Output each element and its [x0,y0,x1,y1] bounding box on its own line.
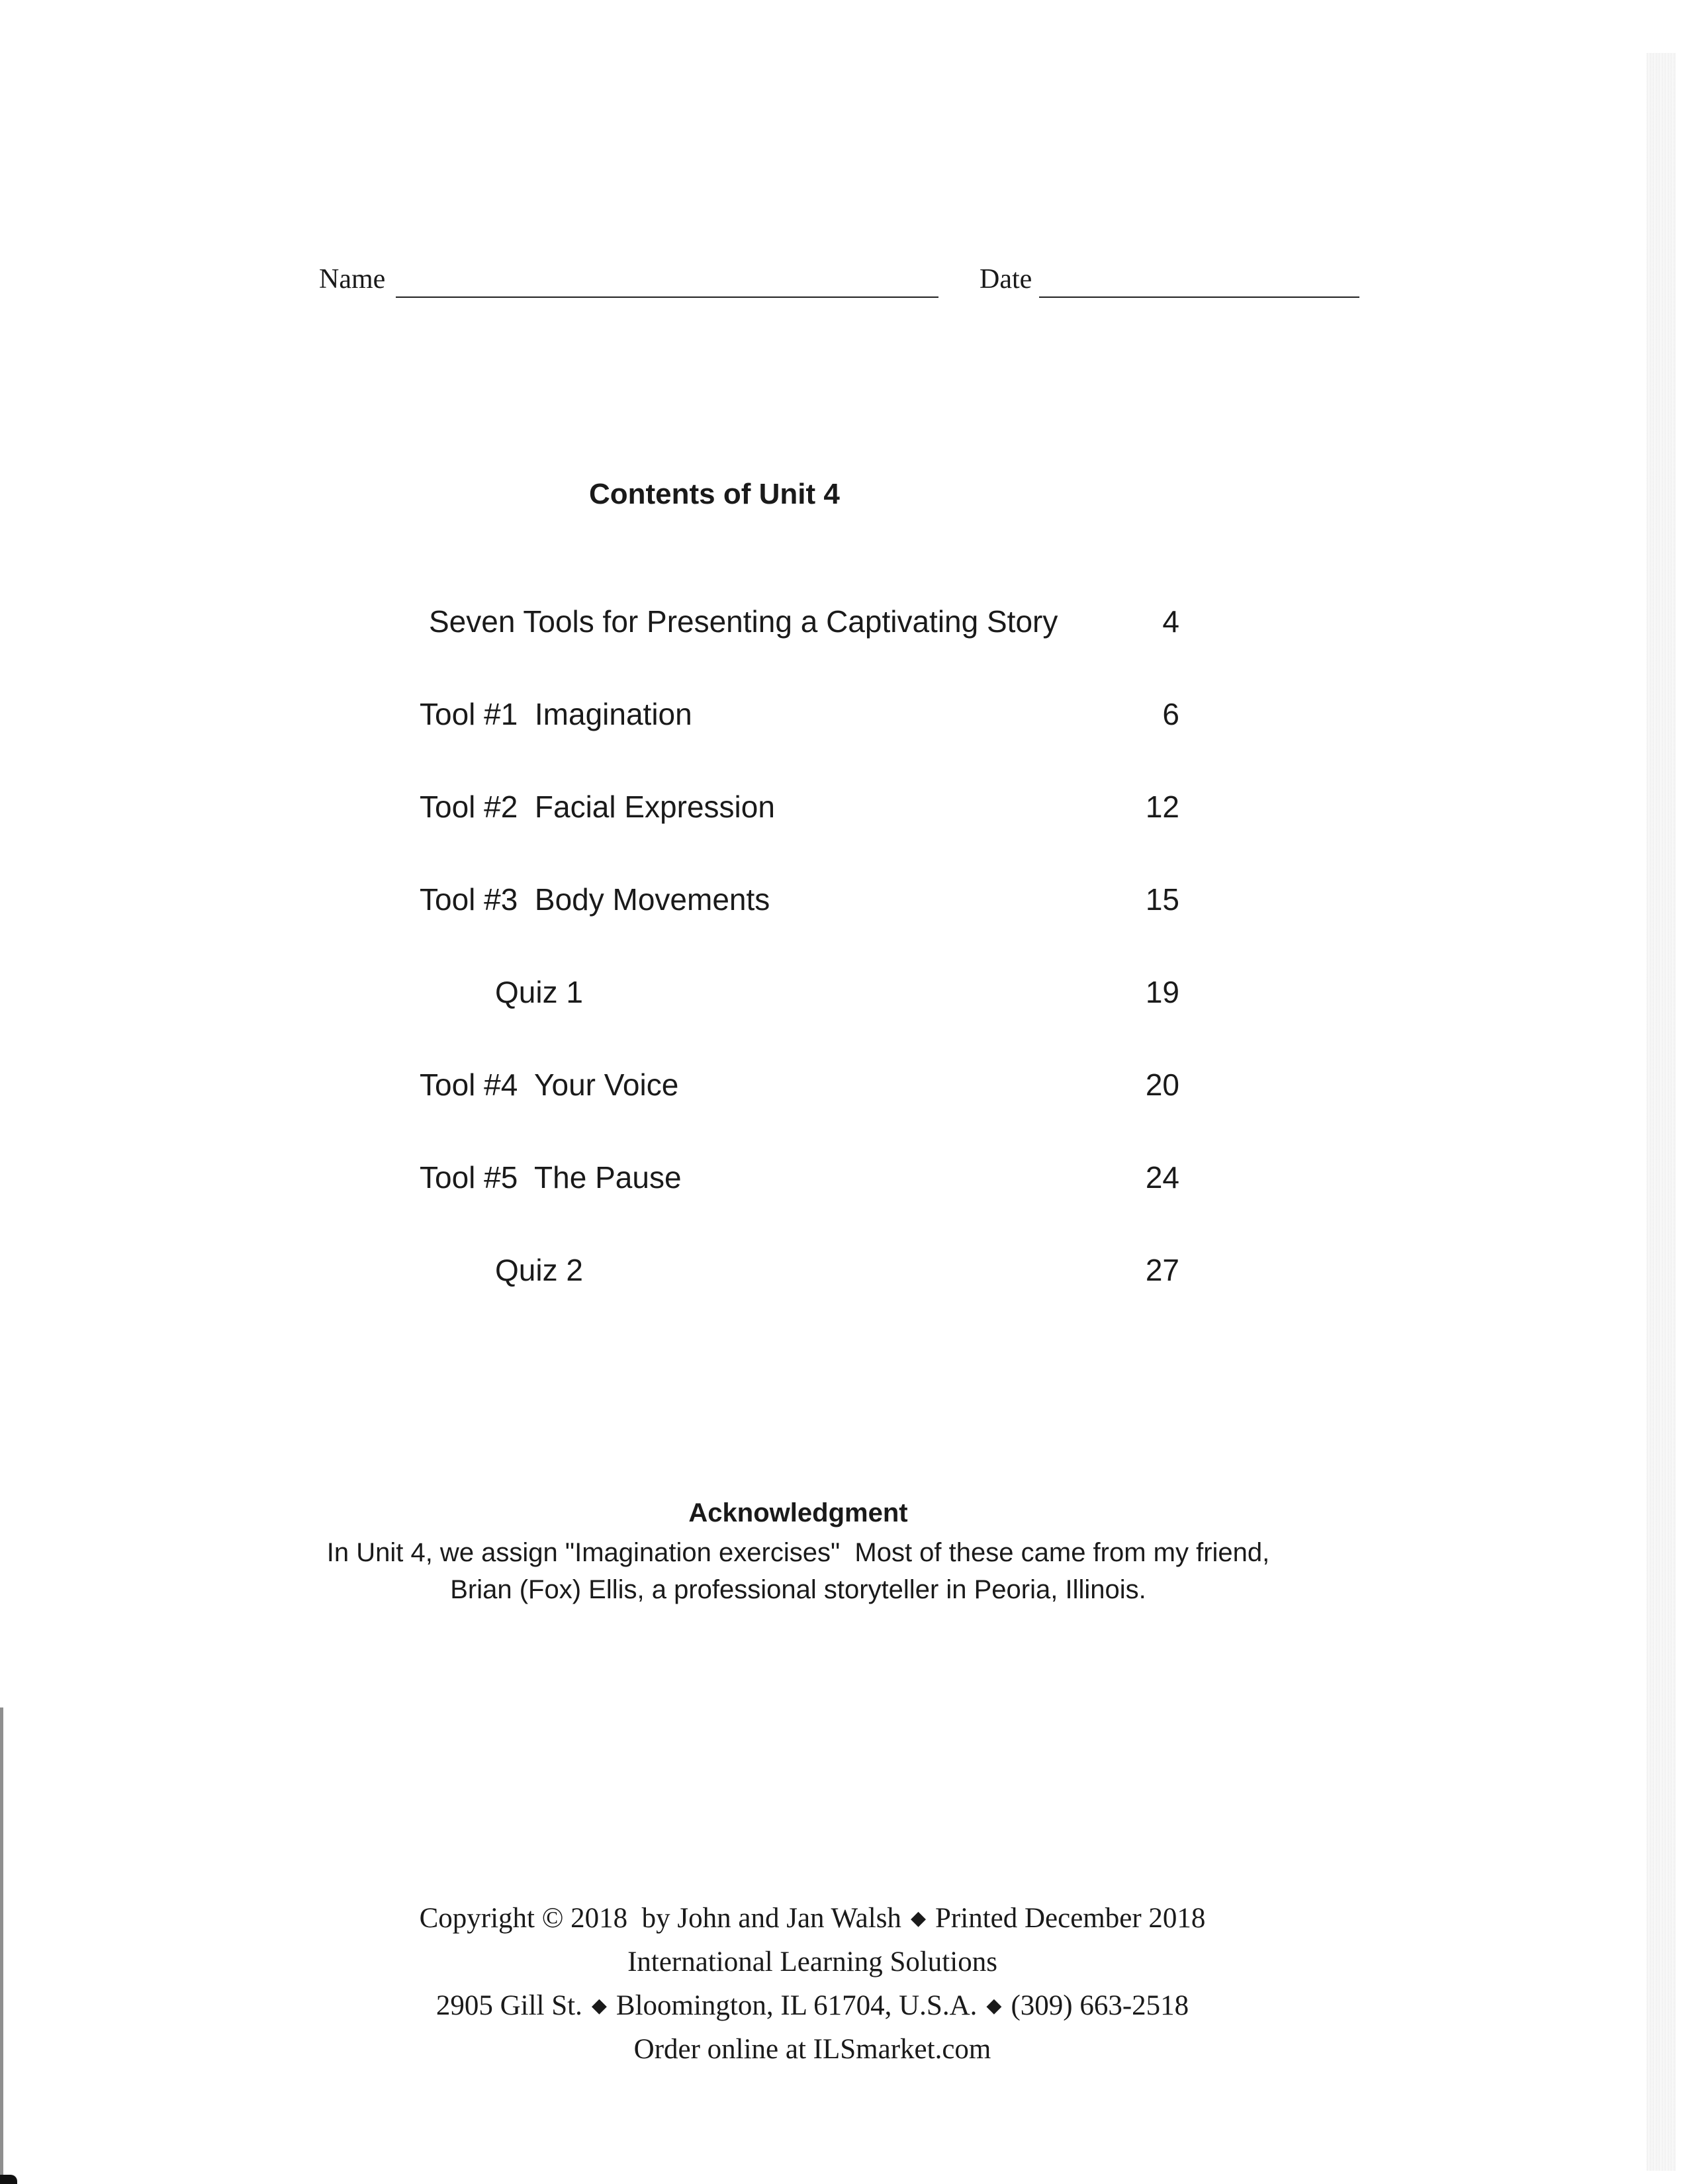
date-blank-line[interactable] [1039,296,1359,298]
toc-entry-label: Tool #3 Body Movements [420,882,770,917]
order-online-text: Order online at ILSmarket.com [633,2034,991,2065]
name-date-row [319,263,1359,303]
toc-entry-label: Tool #2 Facial Expression [420,790,775,824]
toc-title: Contents of Unit 4 [589,478,840,510]
diamond-icon: ◆ [910,1907,927,1929]
toc-entry-page: 24 [1145,1160,1179,1195]
toc-entry [0,696,1689,736]
toc-entry [0,1067,1689,1107]
toc-entry-label: Quiz 2 [495,1253,583,1287]
scan-edge-right [1647,53,1676,2171]
toc-entry-label: Tool #1 Imagination [420,697,692,731]
city-address: Bloomington, IL 61704, U.S.A. [616,1990,978,2021]
toc-entry [0,789,1689,829]
copyright-text: Copyright © 2018 by John and Jan Walsh [419,1903,901,1934]
street-address: 2905 Gill St. [435,1990,582,2021]
toc-entry-page: 27 [1145,1253,1179,1287]
scan-corner-mark [0,2175,17,2184]
acknowledgment-text-line-2: Brian (Fox) Ellis, a professional storyteller in Peoria, Illinois. [450,1575,1146,1604]
copyright-line [0,1853,1596,1934]
name-blank-line[interactable] [396,296,938,298]
publisher-name: International Learning Solutions [627,1946,997,1978]
toc-entry-page: 19 [1145,975,1179,1009]
diamond-icon: ◆ [591,1995,607,2017]
printed-date: Printed December 2018 [935,1903,1206,1934]
toc-entry-page: 6 [1162,697,1179,731]
phone-number: (309) 663-2518 [1011,1990,1189,2021]
toc-entry-page: 12 [1145,790,1179,824]
toc-entry-page: 4 [1162,604,1179,639]
toc-entry [0,604,1689,643]
toc-entry-label: Seven Tools for Presenting a Captivating Story [429,604,1058,639]
toc-entry-label: Tool #5 The Pause [420,1160,682,1195]
diamond-icon: ◆ [986,1995,1002,2017]
toc-entry-page: 15 [1145,882,1179,917]
toc-entry [0,974,1689,1014]
name-label: Name [319,264,386,295]
toc-entry-label: Tool #4 Your Voice [420,1068,679,1102]
publisher-footer [0,1853,1596,2065]
toc-entry [0,882,1689,921]
acknowledgment-title: Acknowledgment [688,1498,908,1527]
acknowledgment-text-line-1: In Unit 4, we assign "Imagination exercises" Most of these came from my friend, [326,1538,1270,1567]
toc-entry-page: 20 [1145,1068,1179,1102]
toc-entry-label: Quiz 1 [495,975,583,1009]
toc-entry [0,1252,1689,1292]
toc-entry [0,1160,1689,1199]
date-label: Date [980,264,1032,295]
